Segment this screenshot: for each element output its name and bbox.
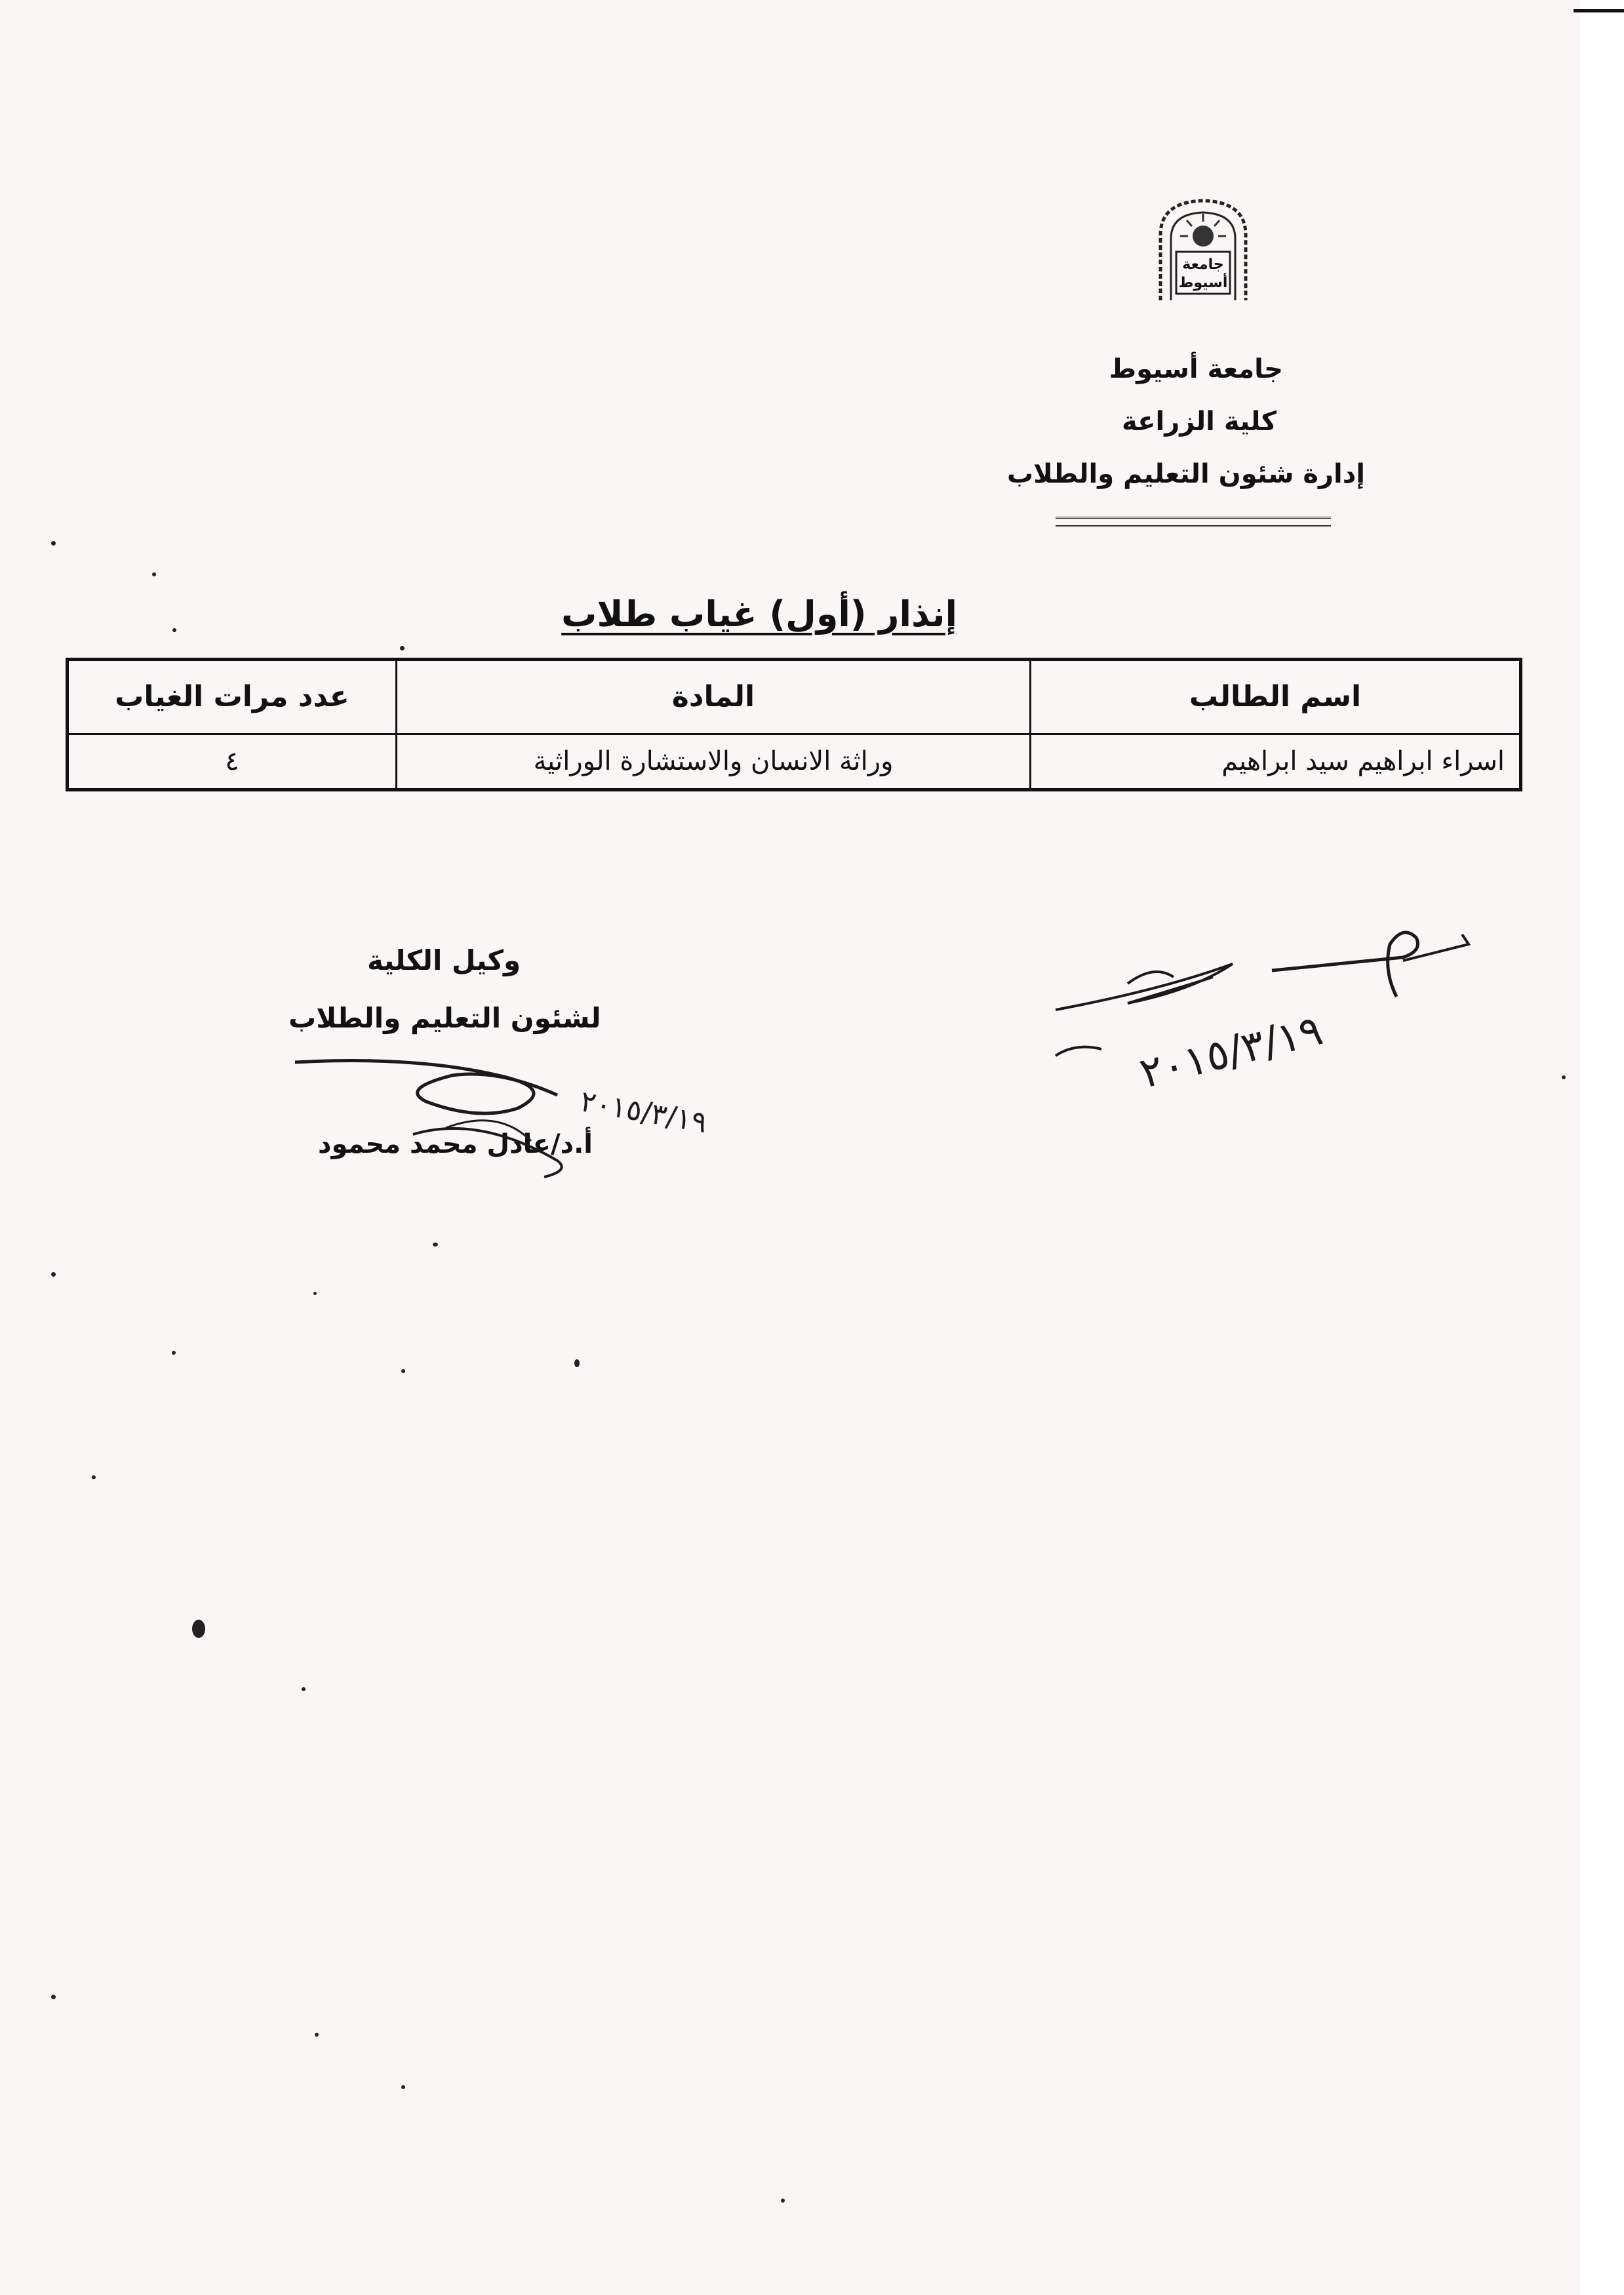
- scan-speck: [401, 1369, 405, 1373]
- scan-speck: [152, 572, 156, 576]
- header-divider: [1056, 517, 1331, 527]
- svg-text:أسيوط: أسيوط: [1178, 275, 1228, 291]
- cell-subject: وراثة الانسان والاستشارة الوراثية: [397, 734, 1031, 789]
- scan-margin: [1580, 0, 1624, 2295]
- table-header-row: [68, 660, 1521, 734]
- signature-left-date: ٢٠١٥/٣/١٩: [578, 1085, 710, 1140]
- department-name: إدارة شئون التعليم والطلاب: [1006, 459, 1365, 489]
- scan-speck: [51, 1995, 56, 1999]
- cell-student-name: اسراء ابراهيم سيد ابراهيم: [1031, 734, 1521, 789]
- document-title: إنذار (أول) غياب طلاب: [561, 593, 957, 635]
- svg-text:جامعة: جامعة: [1182, 256, 1224, 273]
- scan-speck: [313, 1292, 317, 1295]
- university-logo-icon: [1154, 195, 1252, 306]
- scan-speck: [92, 1475, 96, 1479]
- scan-speck: [400, 646, 405, 650]
- corner-mark: [1574, 9, 1624, 12]
- scan-speck: [1562, 1075, 1566, 1079]
- scan-speck: [51, 541, 56, 546]
- faculty-name: كلية الزراعة: [1121, 407, 1277, 437]
- cell-absence-count: ٤: [68, 734, 397, 789]
- scan-speck: [781, 2199, 785, 2203]
- signatory-name: أ.د/عادل محمد محمود: [318, 1129, 593, 1159]
- signatory-role-line2: لشئون التعليم والطلاب: [288, 1002, 601, 1034]
- signatory-role-line1: وكيل الكلية: [367, 944, 521, 976]
- scan-speck: [302, 1687, 306, 1691]
- scan-speck: [574, 1359, 580, 1367]
- handwritten-signature-right: [997, 911, 1482, 1108]
- scan-speck: [315, 2033, 319, 2037]
- scan-speck: [51, 1272, 56, 1277]
- signature-right-date: ٢٠١٥/٣/١٩: [1135, 1006, 1328, 1098]
- scan-speck: [433, 1243, 438, 1247]
- header-absence-count: عدد مرات الغياب: [68, 660, 397, 734]
- scan-speck: [172, 628, 176, 632]
- table-row: [68, 734, 1521, 789]
- university-name: جامعة أسيوط: [1109, 354, 1283, 384]
- handwritten-signature-left: [282, 1036, 715, 1187]
- absence-table: [66, 658, 1522, 791]
- header-student-name: اسم الطالب: [1031, 660, 1521, 734]
- scan-speck: [401, 2085, 405, 2089]
- header-subject: المادة: [397, 660, 1031, 734]
- scan-speck: [192, 1620, 205, 1638]
- scan-speck: [172, 1351, 176, 1355]
